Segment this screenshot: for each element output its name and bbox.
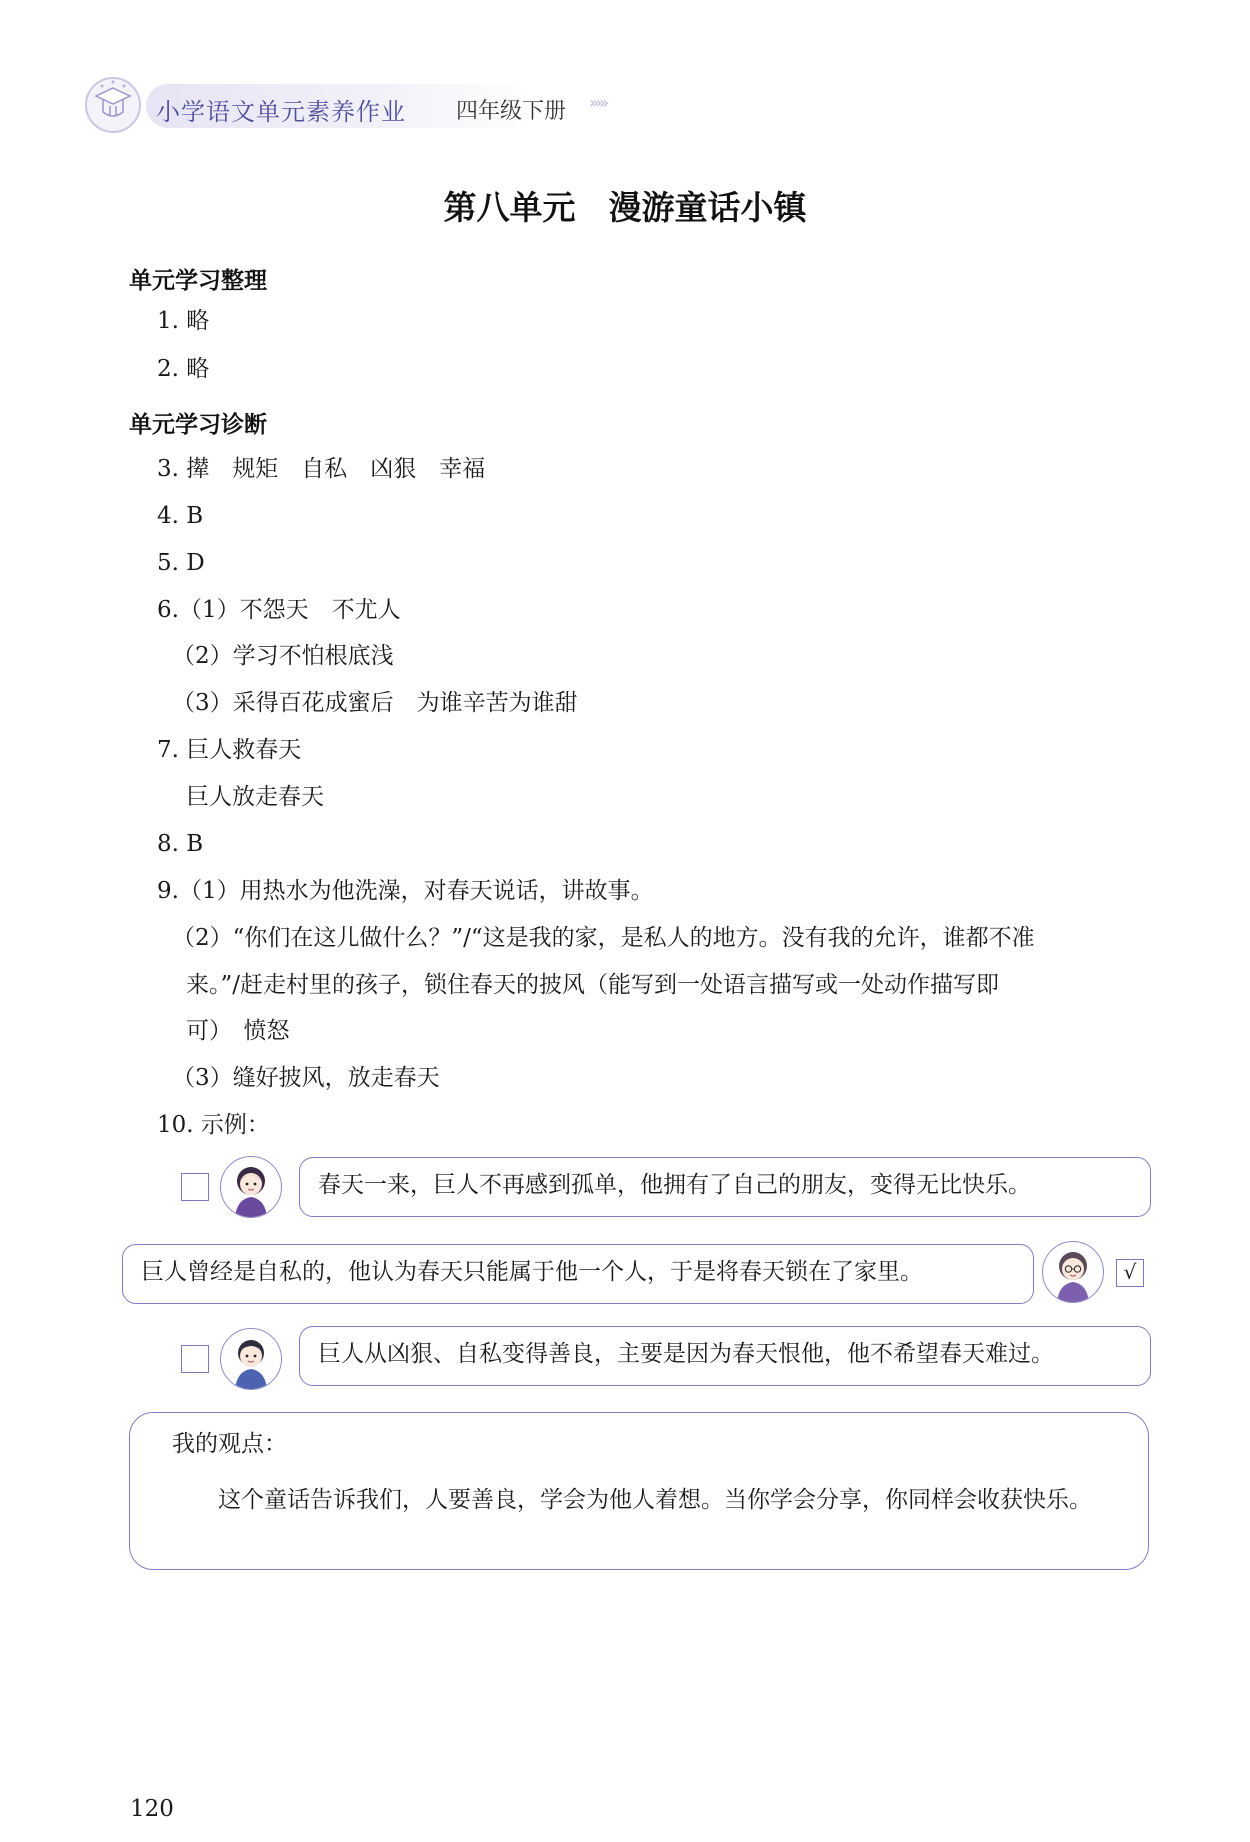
opinion-1-text: 春天一来，巨人不再感到孤单，他拥有了自己的朋友，变得无比快乐。 [318,1172,1031,1198]
opinion-1-checkbox[interactable] [181,1173,209,1201]
answer-6-2: （2）学习不怕根底浅 [172,643,394,669]
answer-3: 3. 撵 规矩 自私 凶狠 幸福 [157,456,486,482]
answer-9-2-line-3: 可） 愤怒 [186,1018,290,1044]
opinion-1-box [299,1157,1151,1217]
answer-1: 1. 略 [157,308,210,334]
page-title: 第八单元 漫游童话小镇 [443,188,807,227]
answer-2: 2. 略 [157,356,210,382]
opinion-2-box [122,1244,1034,1304]
section-heading-diagnose: 单元学习诊断 [129,412,267,438]
series-title: 小学语文单元素养作业 [156,98,406,126]
opinion-3-checkbox[interactable] [181,1345,209,1373]
opinion-3-box [299,1326,1151,1386]
answer-9-3: （3）缝好披风，放走春天 [172,1065,440,1091]
graduation-cap-logo-icon [84,76,142,134]
answer-6-3: （3）采得百花成蜜后 为谁辛苦为谁甜 [172,690,578,716]
chevrons-icon: ››››› [589,93,606,112]
section-heading-organize: 单元学习整理 [129,268,267,294]
my-view-label: 我的观点： [172,1431,287,1457]
my-view-box [129,1412,1149,1570]
grade-label: 四年级下册 [456,99,567,124]
my-view-text: 这个童话告诉我们，人要善良，学会为他人着想。当你学会分享，你同样会收获快乐。 [218,1487,1092,1513]
page-number: 120 [130,1796,174,1822]
answer-4: 4. B [157,503,204,529]
boy-avatar-icon [220,1328,282,1390]
answer-7-2: 巨人放走春天 [186,784,324,810]
answer-7-1: 7. 巨人救春天 [157,737,302,763]
page-header [84,76,644,134]
answer-8: 8. B [157,831,204,857]
girl-avatar-icon [220,1156,282,1218]
answer-5: 5. D [157,550,205,576]
opinion-2-checkbox[interactable]: √ [1116,1259,1144,1287]
answer-10: 10. 示例： [157,1112,270,1138]
grandma-avatar-icon [1042,1241,1104,1303]
answer-6-1: 6.（1）不怨天 不尤人 [157,597,401,623]
answer-9-1: 9.（1）用热水为他洗澡，对春天说话，讲故事。 [157,878,654,904]
answer-9-2-line-2: 来。”/赶走村里的孩子，锁住春天的披风（能写到一处语言描写或一处动作描写即 [186,972,1000,998]
answer-9-2-line-1: （2）“你们在这儿做什么？”/“这是我的家，是私人的地方。没有我的允许，谁都不准 [172,925,1035,951]
opinion-3-text: 巨人从凶狠、自私变得善良，主要是因为春天恨他，他不希望春天难过。 [318,1341,1054,1367]
opinion-2-text: 巨人曾经是自私的，他认为春天只能属于他一个人，于是将春天锁在了家里。 [141,1259,923,1285]
